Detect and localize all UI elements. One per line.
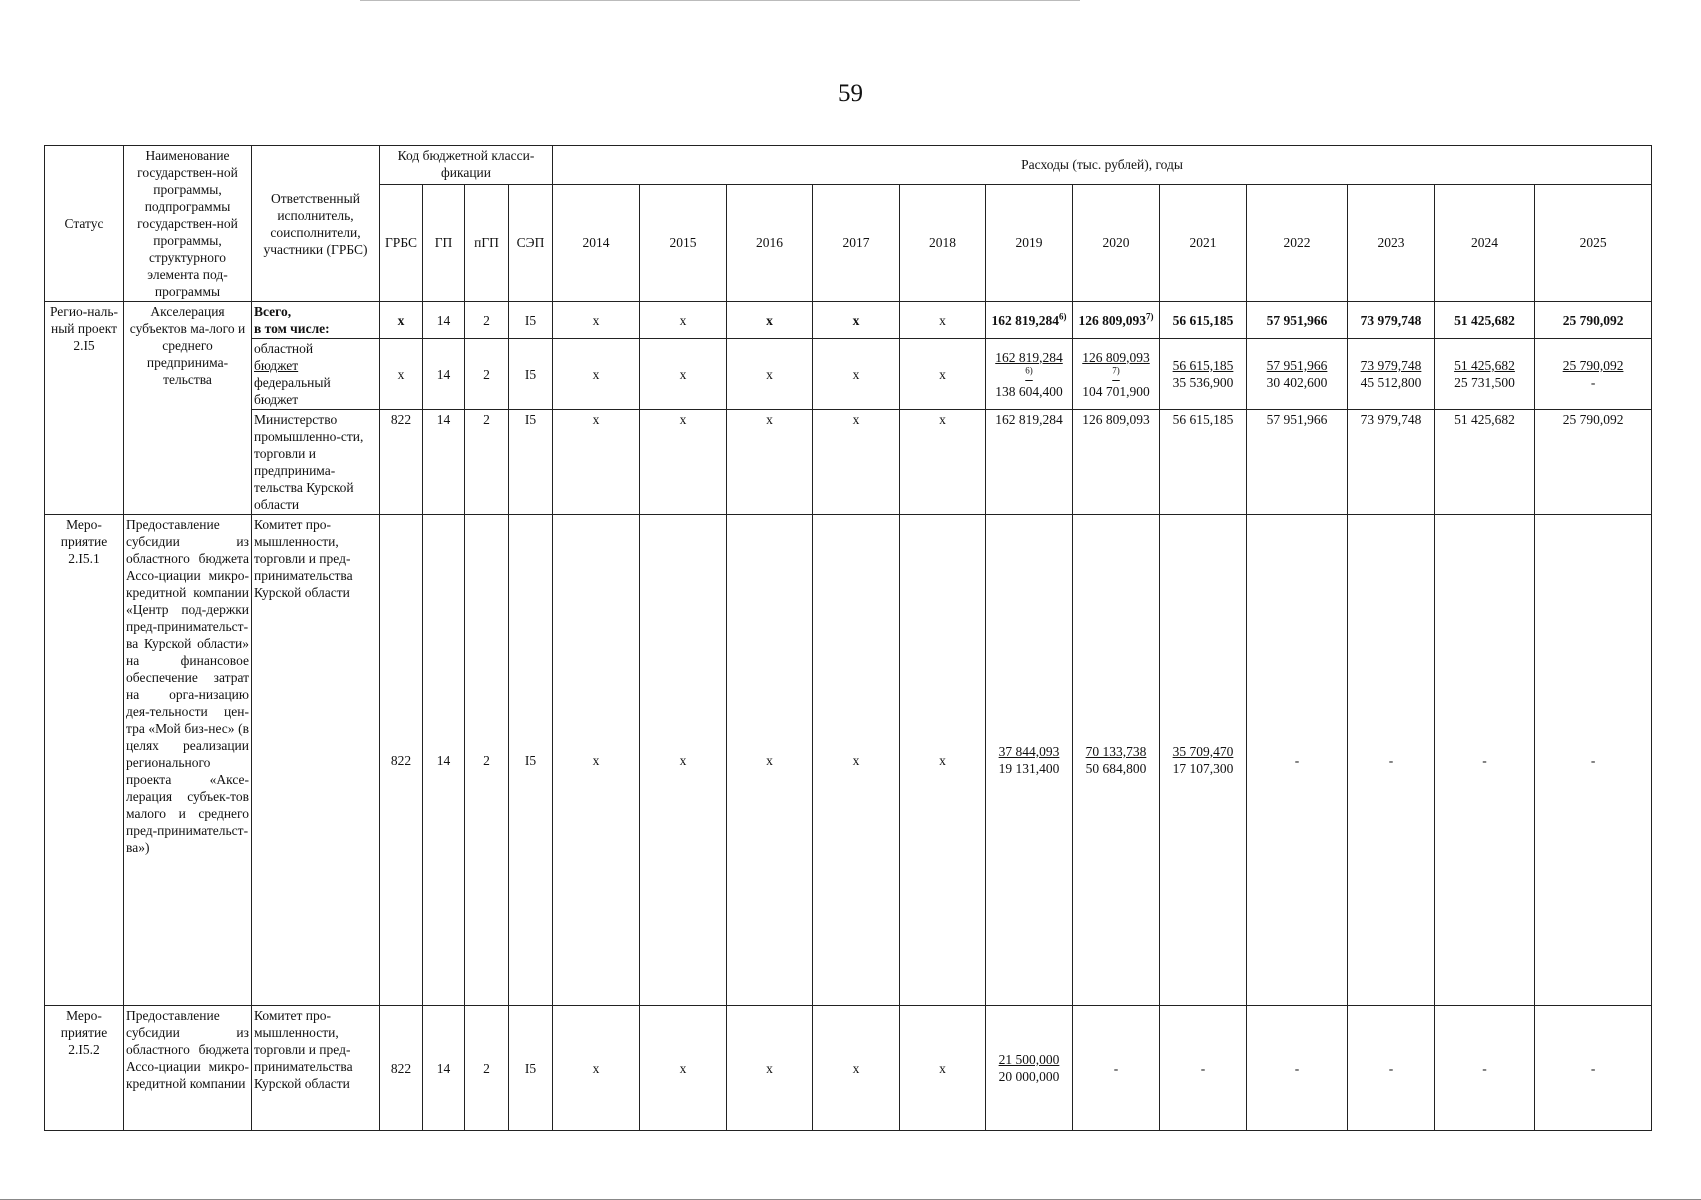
- header-year: 2024: [1435, 184, 1535, 301]
- cell-value: -: [1348, 515, 1435, 1006]
- cell-value: 51 425,682: [1435, 302, 1535, 339]
- header-gp: ГП: [423, 184, 465, 301]
- header-year: 2018: [900, 184, 986, 301]
- cell-value: x: [727, 1006, 813, 1131]
- footnote-mark: 7): [1112, 365, 1120, 375]
- cell-value: 57 951,966: [1247, 410, 1348, 515]
- row-name: Акселерация субъектов ма-лого и среднего предпринима-тельства: [124, 302, 252, 515]
- value-text: 126 809,093: [1078, 312, 1146, 328]
- cell-value: x: [553, 515, 640, 1006]
- cell-grbs: x: [380, 302, 423, 339]
- cell-value: -: [1435, 515, 1535, 1006]
- header-grbs: ГРБС: [380, 184, 423, 301]
- cell-value: x: [813, 515, 900, 1006]
- row-executor: [252, 339, 380, 410]
- cell-pgp: 2: [465, 515, 509, 1006]
- cell-value: x: [813, 410, 900, 515]
- header-year: 2016: [727, 184, 813, 301]
- row-executor: Комитет про-мышленности, торговли и пред-принимательства Курской области: [252, 515, 380, 1006]
- table-row: [45, 1006, 1652, 1131]
- cell-value: [1435, 339, 1535, 410]
- header-code-group: Код бюджетной класси-фикации: [380, 146, 553, 185]
- cell-pgp: 2: [465, 1006, 509, 1131]
- value-line: 50 684,800: [1085, 761, 1147, 776]
- executor-line: Всего,: [254, 304, 292, 319]
- header-year: 2021: [1160, 184, 1247, 301]
- cell-value: x: [553, 302, 640, 339]
- cell-value: x: [900, 339, 986, 410]
- cell-value: x: [640, 410, 727, 515]
- cell-value: -: [1073, 1006, 1160, 1131]
- cell-value: x: [813, 1006, 900, 1131]
- header-year: 2020: [1073, 184, 1160, 301]
- executor-line: областной: [254, 341, 314, 356]
- value-line: 35 536,900: [1172, 375, 1234, 390]
- cell-sep: I5: [509, 515, 553, 1006]
- cell-value: [1348, 339, 1435, 410]
- value-line: 73 979,748: [1360, 358, 1422, 373]
- cell-gp: 14: [423, 302, 465, 339]
- cell-value: x: [900, 515, 986, 1006]
- cell-value: 25 790,092: [1535, 302, 1652, 339]
- cell-value: -: [1160, 1006, 1247, 1131]
- header-status: Статус: [45, 146, 124, 302]
- value-line: 138 604,400: [995, 383, 1063, 399]
- footnote-mark: 6): [1025, 365, 1033, 375]
- cell-sep: I5: [509, 339, 553, 410]
- row-name: Предоставление субсидии из областного бюджета Ассо-циации микро-кредитной компании «Центр под-держки пред-принимательст-ва Курской области» на финансовое обеспечение затрат на орга-низацию дея-тельности цен-тра «Мой биз-нес» (в целях реализации регионального проекта «Аксе-лерация субъек-тов малого и среднего пред-принимательст-ва»): [124, 515, 252, 1006]
- cell-value: 126 809,093: [1073, 410, 1160, 515]
- cell-value: -: [1348, 1006, 1435, 1131]
- cell-sep: I5: [509, 1006, 553, 1131]
- header-year: 2022: [1247, 184, 1348, 301]
- table-row: [45, 515, 1652, 1006]
- cell-value: x: [727, 410, 813, 515]
- cell-value: [986, 339, 1073, 410]
- cell-value: -: [1247, 1006, 1348, 1131]
- row-status: Меро-приятие 2.I5.1: [45, 515, 124, 1006]
- cell-value: x: [900, 302, 986, 339]
- cell-value: -: [1535, 1006, 1652, 1131]
- executor-line: в том числе:: [254, 321, 330, 336]
- header-year: 2015: [640, 184, 727, 301]
- cell-value: [1160, 339, 1247, 410]
- cell-value: [986, 1006, 1073, 1131]
- value-line: 70 133,738: [1085, 744, 1147, 759]
- cell-value: [1073, 302, 1160, 339]
- value-line: 35 709,470: [1172, 744, 1234, 759]
- cell-value: 57 951,966: [1247, 302, 1348, 339]
- cell-value: -: [1435, 1006, 1535, 1131]
- value-line: 45 512,800: [1360, 375, 1422, 390]
- value-line: 30 402,600: [1266, 375, 1328, 390]
- cell-value: x: [640, 302, 727, 339]
- row-executor: Министерство промышленно-сти, торговли и предпринима-тельства Курской области: [252, 410, 380, 515]
- cell-pgp: 2: [465, 410, 509, 515]
- cell-grbs: 822: [380, 515, 423, 1006]
- value-text: 162 819,284: [995, 349, 1063, 365]
- value-line: 17 107,300: [1172, 761, 1234, 776]
- value-line: 21 500,000: [998, 1052, 1060, 1067]
- page-number: 59: [838, 80, 863, 107]
- value-line: 104 701,900: [1082, 383, 1150, 399]
- cell-value: [986, 302, 1073, 339]
- executor-line: бюджет: [254, 358, 299, 373]
- row-status: Меро-приятие 2.I5.2: [45, 1006, 124, 1131]
- cell-value: x: [900, 410, 986, 515]
- cell-value: x: [553, 410, 640, 515]
- cell-grbs: 822: [380, 1006, 423, 1131]
- cell-sep: I5: [509, 410, 553, 515]
- value-line: 37 844,093: [998, 744, 1060, 759]
- value-line: 25 731,500: [1454, 375, 1515, 390]
- cell-value: x: [553, 1006, 640, 1131]
- header-year: 2017: [813, 184, 900, 301]
- cell-value: x: [727, 339, 813, 410]
- scan-edge-top: [360, 0, 1080, 1]
- value-text: 162 819,284: [991, 312, 1059, 328]
- value-line: [988, 349, 1070, 383]
- value-line: 51 425,682: [1454, 358, 1515, 373]
- cell-value: x: [727, 302, 813, 339]
- cell-value: 73 979,748: [1348, 410, 1435, 515]
- value-text: 126 809,093: [1082, 349, 1150, 365]
- row-name: Предоставление субсидии из областного бюджета Ассо-циации микро-кредитной компании: [124, 1006, 252, 1131]
- cell-value: x: [813, 302, 900, 339]
- header-year: 2019: [986, 184, 1073, 301]
- cell-gp: 14: [423, 1006, 465, 1131]
- cell-value: [1535, 339, 1652, 410]
- cell-value: x: [640, 1006, 727, 1131]
- value-line: 25 790,092: [1562, 358, 1624, 373]
- cell-pgp: 2: [465, 302, 509, 339]
- cell-value: x: [900, 1006, 986, 1131]
- cell-gp: 14: [423, 339, 465, 410]
- cell-value: x: [640, 515, 727, 1006]
- header-expenses-group: Расходы (тыс. рублей), годы: [553, 146, 1652, 185]
- cell-value: x: [727, 515, 813, 1006]
- cell-sep: I5: [509, 302, 553, 339]
- header-year: 2023: [1348, 184, 1435, 301]
- header-executor: Ответственный исполнитель, соисполнители, участники (ГРБС): [252, 146, 380, 302]
- cell-value: 25 790,092: [1535, 410, 1652, 515]
- cell-gp: 14: [423, 515, 465, 1006]
- cell-value: [1247, 339, 1348, 410]
- table-row: [45, 339, 1652, 410]
- cell-value: 56 615,185: [1160, 302, 1247, 339]
- row-executor: [252, 302, 380, 339]
- cell-value: 162 819,284: [986, 410, 1073, 515]
- cell-value: [1073, 515, 1160, 1006]
- cell-value: -: [1535, 515, 1652, 1006]
- cell-value: x: [553, 339, 640, 410]
- header-sep: СЭП: [509, 184, 553, 301]
- budget-table: [44, 145, 1652, 1131]
- value-line: [1075, 349, 1157, 383]
- header-year: 2025: [1535, 184, 1652, 301]
- cell-value: x: [813, 339, 900, 410]
- cell-value: [1160, 515, 1247, 1006]
- row-executor: Комитет про-мышленности, торговли и пред-принимательства Курской области: [252, 1006, 380, 1131]
- cell-pgp: 2: [465, 339, 509, 410]
- value-line: 19 131,400: [998, 761, 1060, 776]
- cell-value: [986, 515, 1073, 1006]
- executor-line: бюджет: [254, 392, 299, 407]
- cell-value: [1073, 339, 1160, 410]
- value-line: 57 951,966: [1266, 358, 1328, 373]
- cell-value: x: [640, 339, 727, 410]
- header-name: Наименование государствен-ной программы, подпрограммы государствен-ной программы, структурного элемента под-программы: [124, 146, 252, 302]
- table-row: [45, 302, 1652, 339]
- cell-value: -: [1247, 515, 1348, 1006]
- footnote-mark: 6): [1059, 311, 1067, 321]
- header-year: 2014: [553, 184, 640, 301]
- cell-grbs: x: [380, 339, 423, 410]
- cell-gp: 14: [423, 410, 465, 515]
- value-line: 56 615,185: [1172, 358, 1234, 373]
- cell-grbs: 822: [380, 410, 423, 515]
- footnote-mark: 7): [1146, 311, 1154, 321]
- value-line: -: [1590, 375, 1596, 390]
- cell-value: 51 425,682: [1435, 410, 1535, 515]
- table-row: [45, 410, 1652, 515]
- cell-value: 56 615,185: [1160, 410, 1247, 515]
- executor-line: федеральный: [254, 375, 331, 390]
- value-line: 20 000,000: [998, 1069, 1060, 1084]
- cell-value: 73 979,748: [1348, 302, 1435, 339]
- header-pgp: пГП: [465, 184, 509, 301]
- row-status: Регио-наль-ный проект 2.I5: [45, 302, 124, 515]
